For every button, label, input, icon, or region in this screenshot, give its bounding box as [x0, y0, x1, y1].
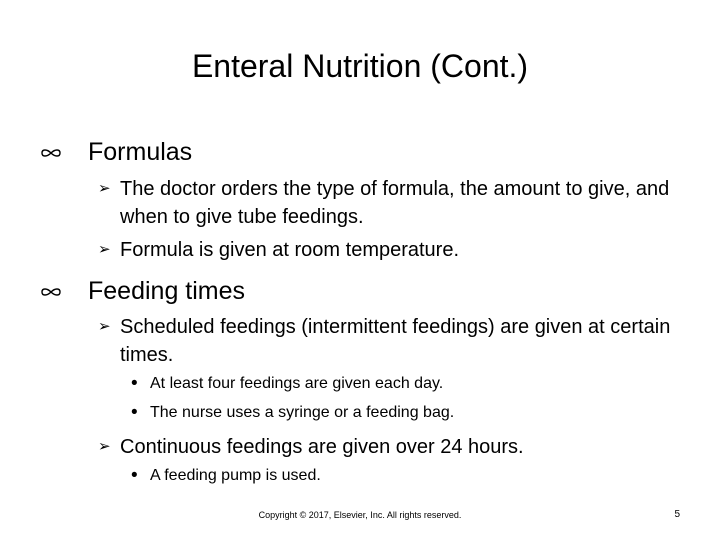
- arrow-bullet-icon: ➢: [98, 241, 111, 258]
- section-heading-formulas: Formulas: [88, 138, 193, 166]
- arrow-bullet-icon: ➢: [98, 438, 111, 455]
- sub-point-syringe-or-bag: The nurse uses a syringe or a feeding bag.: [150, 404, 455, 421]
- arrow-bullet-icon: ➢: [98, 318, 111, 335]
- bullet-point-continuous-feedings: Continuous feedings are given over 24 hours.: [120, 436, 524, 458]
- sub-point-four-feedings: At least four feedings are given each day.: [150, 375, 444, 392]
- infinity-bullet-icon: [40, 145, 62, 161]
- bullet-point-room-temperature: Formula is given at room temperature.: [120, 239, 460, 261]
- slide-title: Enteral Nutrition (Cont.): [191, 48, 529, 84]
- dot-bullet-icon: •: [131, 402, 138, 423]
- infinity-bullet-icon: [40, 284, 62, 300]
- footer-copyright: Copyright © 2017, Elsevier, Inc. All rights reserved.: [258, 510, 462, 520]
- bullet-point-formula-order: The doctor orders the type of formula, the amount to give, and when to give tube feedings.: [120, 178, 670, 228]
- bullet-point-scheduled-feedings: Scheduled feedings (intermittent feedings) are given at certain times.: [120, 316, 671, 366]
- page-number: 5: [674, 509, 680, 520]
- arrow-bullet-icon: ➢: [98, 180, 111, 197]
- dot-bullet-icon: •: [131, 373, 138, 394]
- section-heading-feeding-times: Feeding times: [88, 277, 246, 305]
- dot-bullet-icon: •: [131, 465, 138, 486]
- sub-point-feeding-pump: A feeding pump is used.: [150, 467, 321, 484]
